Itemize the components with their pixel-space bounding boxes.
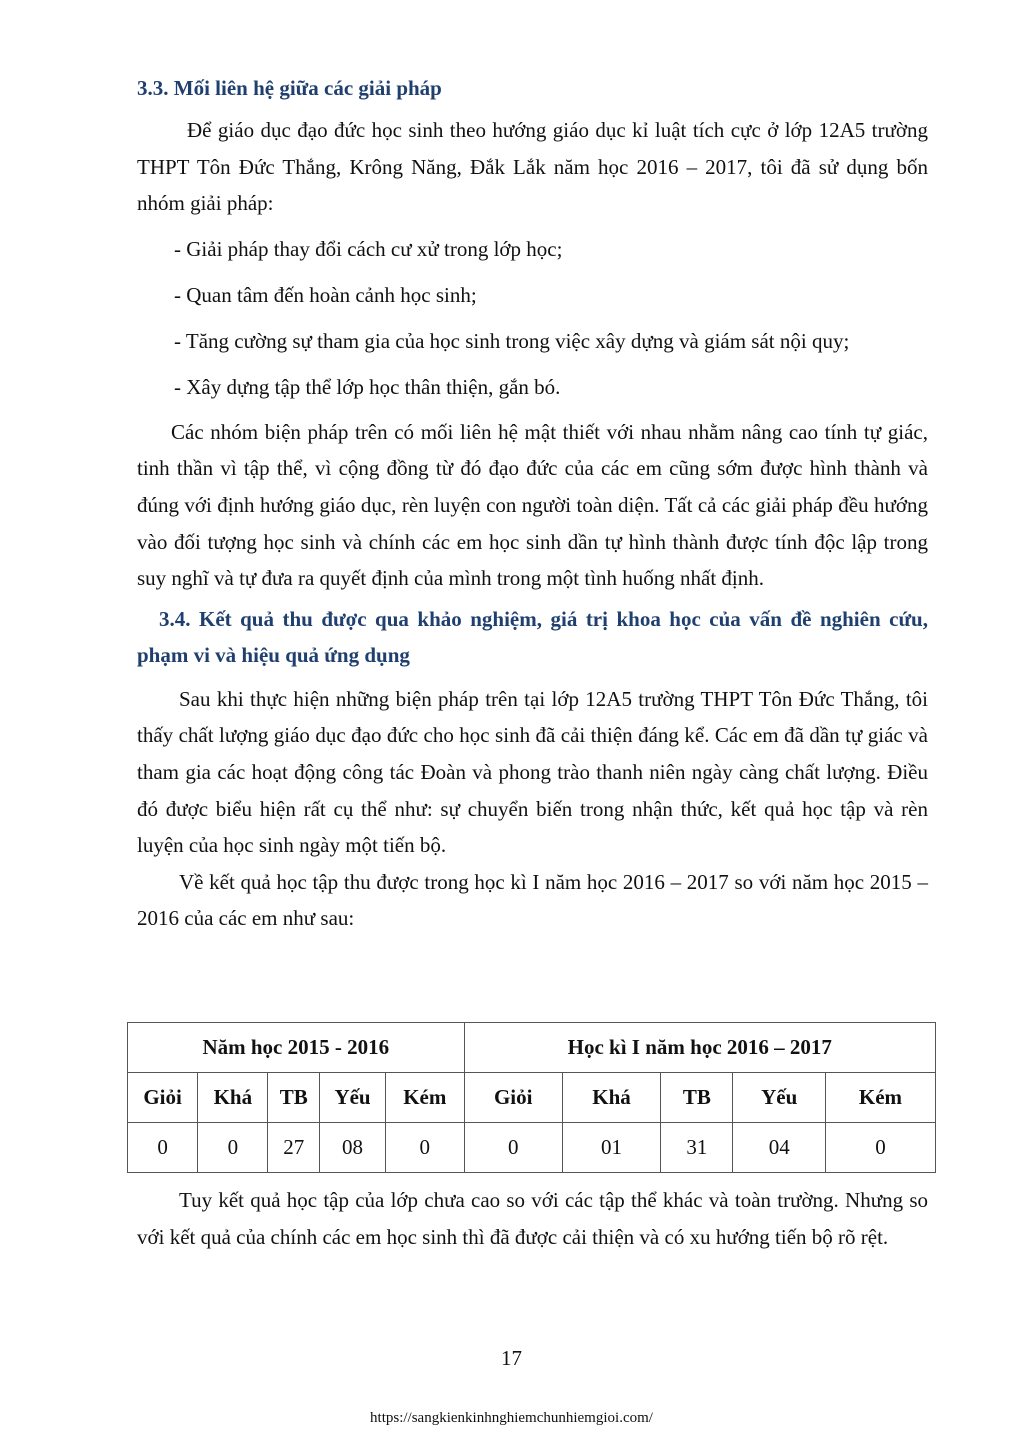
table-cell: 0 [825,1123,935,1173]
table-cell: 0 [128,1123,198,1173]
after-table-text [137,1182,928,1255]
table-cell: 0 [198,1123,268,1173]
section-3-3-intro: Để giáo dục đạo đức học sinh theo hướng giáo dục kỉ luật tích cực ở lớp 12A5 trường THPT Tôn Đức Thắng, Krông Năng, Đắk Lắk năm học 2016 – 2017, tôi đã sử dụng bốn nhóm giải pháp: [137,118,928,216]
list-item: - Xây dựng tập thể lớp học thân thiện, gắn bó. [174,374,561,399]
group-header-2016-2017: Học kì I năm học 2016 – 2017 [464,1023,935,1073]
section-3-4-para2: Về kết quả học tập thu được trong học kì I năm học 2016 – 2017 so với năm học 2015 – 2016 của các em như sau: [137,869,928,931]
group-header-2015-2016: Năm học 2015 - 2016 [128,1023,465,1073]
list-item: - Giải pháp thay đổi cách cư xử trong lớp học; [174,236,563,261]
list-item: - Quan tâm đến hoàn cảnh học sinh; [174,282,477,307]
column-header: Yếu [733,1073,826,1123]
list-item: - Tăng cường sự tham gia của học sinh trong việc xây dựng và giám sát nội quy; [174,328,850,353]
section-3-4-heading: 3.4. Kết quả thu được qua khảo nghiệm, giá trị khoa học của vấn đề nghiên cứu, phạm vi và hiệu quả ứng dụng [137,606,928,667]
table-column-header-row [128,1073,936,1123]
solution-list [137,226,928,410]
table-cell: 27 [268,1123,320,1173]
page-number: 17 [501,1346,522,1370]
section-3-3-heading: 3.3. Mối liên hệ giữa các giải pháp [137,76,442,100]
column-header: Khá [198,1073,268,1123]
column-header: TB [661,1073,733,1123]
section-3-3-summary: Các nhóm biện pháp trên có mối liên hệ mật thiết với nhau nhằm nâng cao tính tự giác, tinh thần vì tập thể, vì cộng đồng từ đó đạo đức của các em cũng sớm được hình thành và đúng với định hướng giáo dục, rèn luyện con người toàn diện. Tất cả các giải pháp đều hướng vào đối tượng học sinh và chính các em học sinh dần tự hình thành được tính độc lập trong suy nghĩ và tự đưa ra quyết định của mình trong một tình huống nhất định. [137,419,928,591]
table-cell: 01 [562,1123,660,1173]
document-body [137,70,928,937]
table-group-header-row [128,1023,936,1073]
table-cell: 08 [320,1123,386,1173]
table-cell: 0 [464,1123,562,1173]
column-header: Giỏi [464,1073,562,1123]
table-row [128,1123,936,1173]
section-3-4-para3: Tuy kết quả học tập của lớp chưa cao so với các tập thể khác và toàn trường. Nhưng so với kết quả của chính các em học sinh thì đã được cải thiện và có xu hướng tiến bộ rõ rệt. [137,1188,928,1249]
table-cell: 04 [733,1123,826,1173]
section-3-4-para1: Sau khi thực hiện những biện pháp trên tại lớp 12A5 trường THPT Tôn Đức Thắng, tôi thấy chất lượng giáo dục đạo đức cho học sinh đã cải thiện đáng kể. Các em đã dần tự giác và tham gia các hoạt động công tác Đoàn và phong trào thanh niên ngày càng chất lượng. Điều đó được biểu hiện rất cụ thể như: sự chuyển biến trong nhận thức, kết quả học tập và rèn luyện của học sinh ngày một tiến bộ. [137,686,928,858]
column-header: TB [268,1073,320,1123]
table-cell: 31 [661,1123,733,1173]
column-header: Kém [386,1073,464,1123]
column-header: Kém [825,1073,935,1123]
table-cell: 0 [386,1123,464,1173]
results-table [127,1022,936,1173]
column-header: Giỏi [128,1073,198,1123]
column-header: Yếu [320,1073,386,1123]
footer-url: https://sangkienkinhnghiemchunhiemgioi.com/ [370,1410,653,1426]
column-header: Khá [562,1073,660,1123]
